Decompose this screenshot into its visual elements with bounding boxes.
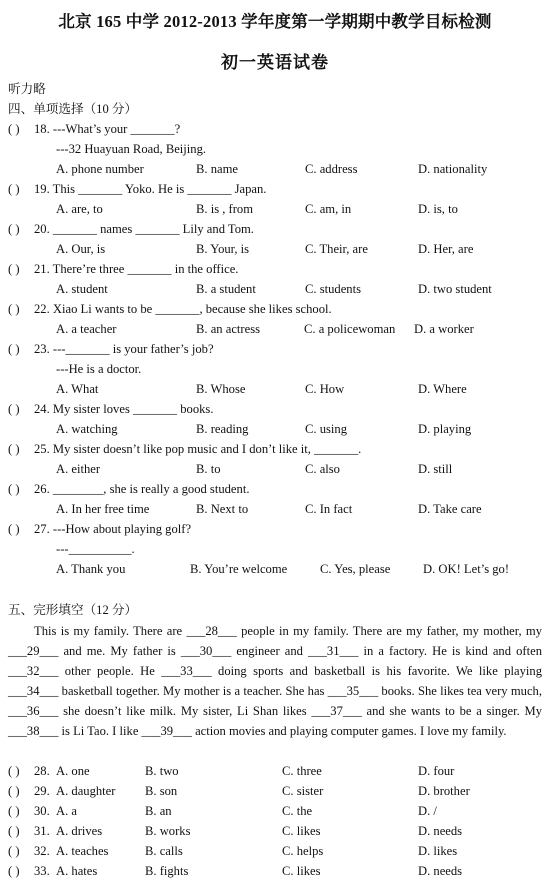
answer-bracket: ( )	[8, 182, 20, 196]
option-d: D. nationality	[418, 162, 488, 176]
option-b: B. Your, is	[196, 242, 250, 256]
answer-bracket: ( )	[8, 824, 20, 838]
answer-bracket: ( )	[8, 864, 20, 878]
option-a: A. a	[56, 804, 77, 818]
answer-bracket: ( )	[8, 122, 20, 136]
option-d: D. OK! Let’s go!	[423, 562, 510, 576]
option-c: C. a policewoman	[304, 322, 396, 336]
option-d: D. Take care	[418, 502, 482, 516]
option-c: C. am, in	[305, 202, 352, 216]
question-stem: 26. ________, she is really a good student.	[34, 482, 250, 496]
option-b: B. son	[145, 784, 178, 798]
question-stem: 23. ---_______ is your father’s job?	[34, 342, 214, 356]
option-b: B. Whose	[196, 382, 246, 396]
option-b: B. fights	[145, 864, 189, 878]
option-d: D. /	[418, 804, 437, 818]
option-d: D. is, to	[418, 202, 458, 216]
option-c: C. using	[305, 422, 347, 436]
answer-bracket: ( )	[8, 522, 20, 536]
option-a: A. hates	[56, 864, 98, 878]
option-b: B. two	[145, 764, 179, 778]
option-d: D. playing	[418, 422, 472, 436]
option-b: B. is , from	[196, 202, 254, 216]
option-d: D. still	[418, 462, 453, 476]
question-stem: 27. ---How about playing golf?	[34, 522, 192, 536]
answer-bracket: ( )	[8, 804, 20, 818]
cloze-passage-text: This is my family. There are ___28___ people in my family. There are my father, my mother, my ___29___ and me. My father is ___30___ engineer and ___31___ in a factory. He is kind and often ___32___ other people. He ___33___ doing sports and basketball is his favorite. We like playing ___34___ basketball together. My mother is a teacher. She has ___35___ books. She likes tea very much, ___36___ she doesn’t like milk. My sister, Li Shan likes ___37___ and she wants to be a singer. My ___38___ is Li Tao. I like ___39___ action movies and playing computer games. I love my family.	[8, 624, 542, 738]
question-number: 33.	[34, 864, 50, 878]
option-c: C. In fact	[305, 502, 353, 516]
option-b: B. Next to	[196, 502, 249, 516]
option-b: B. an actress	[196, 322, 260, 336]
question-stem: 20. _______ names _______ Lily and Tom.	[34, 222, 254, 236]
option-b: B. name	[196, 162, 238, 176]
option-d: D. needs	[418, 824, 463, 838]
option-a: A. a teacher	[56, 322, 117, 336]
option-a: A. What	[56, 382, 99, 396]
question-number: 32.	[34, 844, 50, 858]
option-c: C. Their, are	[305, 242, 368, 256]
question-stem-line2: ---__________.	[56, 542, 135, 556]
question-number: 28.	[34, 764, 50, 778]
option-b: B. a student	[196, 282, 256, 296]
answer-bracket: ( )	[8, 764, 20, 778]
option-d: D. brother	[418, 784, 470, 798]
question-number: 31.	[34, 824, 50, 838]
question-stem: 24. My sister loves _______ books.	[34, 402, 214, 416]
cloze-passage	[8, 621, 542, 741]
option-a: A. watching	[56, 422, 118, 436]
section-4-heading: 四、单项选择（10 分）	[8, 102, 138, 116]
answer-bracket: ( )	[8, 442, 20, 456]
option-a: A. teaches	[56, 844, 109, 858]
option-a: A. phone number	[56, 162, 144, 176]
question-number: 29.	[34, 784, 50, 798]
option-b: B. You’re welcome	[190, 562, 288, 576]
answer-bracket: ( )	[8, 302, 20, 316]
option-c: C. three	[282, 764, 322, 778]
option-a: A. Thank you	[56, 562, 126, 576]
option-c: C. students	[305, 282, 361, 296]
answer-bracket: ( )	[8, 784, 20, 798]
question-stem: 25. My sister doesn’t like pop music and I don’t like it, _______.	[34, 442, 362, 456]
option-a: A. Our, is	[56, 242, 106, 256]
answer-bracket: ( )	[8, 844, 20, 858]
option-d: D. two student	[418, 282, 492, 296]
option-c: C. helps	[282, 844, 324, 858]
answer-bracket: ( )	[8, 262, 20, 276]
option-d: D. likes	[418, 844, 458, 858]
question-number: 30.	[34, 804, 50, 818]
question-stem: 22. Xiao Li wants to be _______, because she likes school.	[34, 302, 332, 316]
answer-bracket: ( )	[8, 402, 20, 416]
answer-bracket: ( )	[8, 342, 20, 356]
option-c: C. How	[305, 382, 345, 396]
option-c: C. also	[305, 462, 340, 476]
listening-note: 听力略	[8, 82, 46, 96]
option-b: B. works	[145, 824, 191, 838]
option-b: B. an	[145, 804, 172, 818]
option-d: D. Where	[418, 382, 467, 396]
option-a: A. drives	[56, 824, 103, 838]
option-c: C. likes	[282, 824, 321, 838]
answer-bracket: ( )	[8, 222, 20, 236]
question-stem: 18. ---What’s your _______?	[34, 122, 181, 136]
exam-subtitle: 初一英语试卷	[221, 53, 329, 72]
option-a: A. one	[56, 764, 90, 778]
option-d: D. needs	[418, 864, 463, 878]
option-a: A. are, to	[56, 202, 103, 216]
option-b: B. calls	[145, 844, 183, 858]
option-b: B. reading	[196, 422, 249, 436]
option-d: D. Her, are	[418, 242, 474, 256]
exam-title: 北京 165 中学 2012-2013 学年度第一学期期中教学目标检测	[58, 12, 492, 31]
option-a: A. In her free time	[56, 502, 150, 516]
section-5-heading: 五、完形填空（12 分）	[8, 603, 138, 617]
option-a: A. daughter	[56, 784, 116, 798]
option-d: D. a worker	[414, 322, 474, 336]
question-stem-line2: ---32 Huayuan Road, Beijing.	[56, 142, 207, 156]
question-stem: 19. This _______ Yoko. He is _______ Japan.	[34, 182, 267, 196]
question-stem-line2: ---He is a doctor.	[56, 362, 142, 376]
option-c: C. the	[282, 804, 313, 818]
option-a: A. student	[56, 282, 108, 296]
option-d: D. four	[418, 764, 455, 778]
option-c: C. address	[305, 162, 358, 176]
option-c: C. likes	[282, 864, 321, 878]
answer-bracket: ( )	[8, 482, 20, 496]
option-c: C. sister	[282, 784, 324, 798]
question-stem: 21. There’re three _______ in the office.	[34, 262, 239, 276]
option-a: A. either	[56, 462, 101, 476]
option-c: C. Yes, please	[320, 562, 391, 576]
option-b: B. to	[196, 462, 221, 476]
